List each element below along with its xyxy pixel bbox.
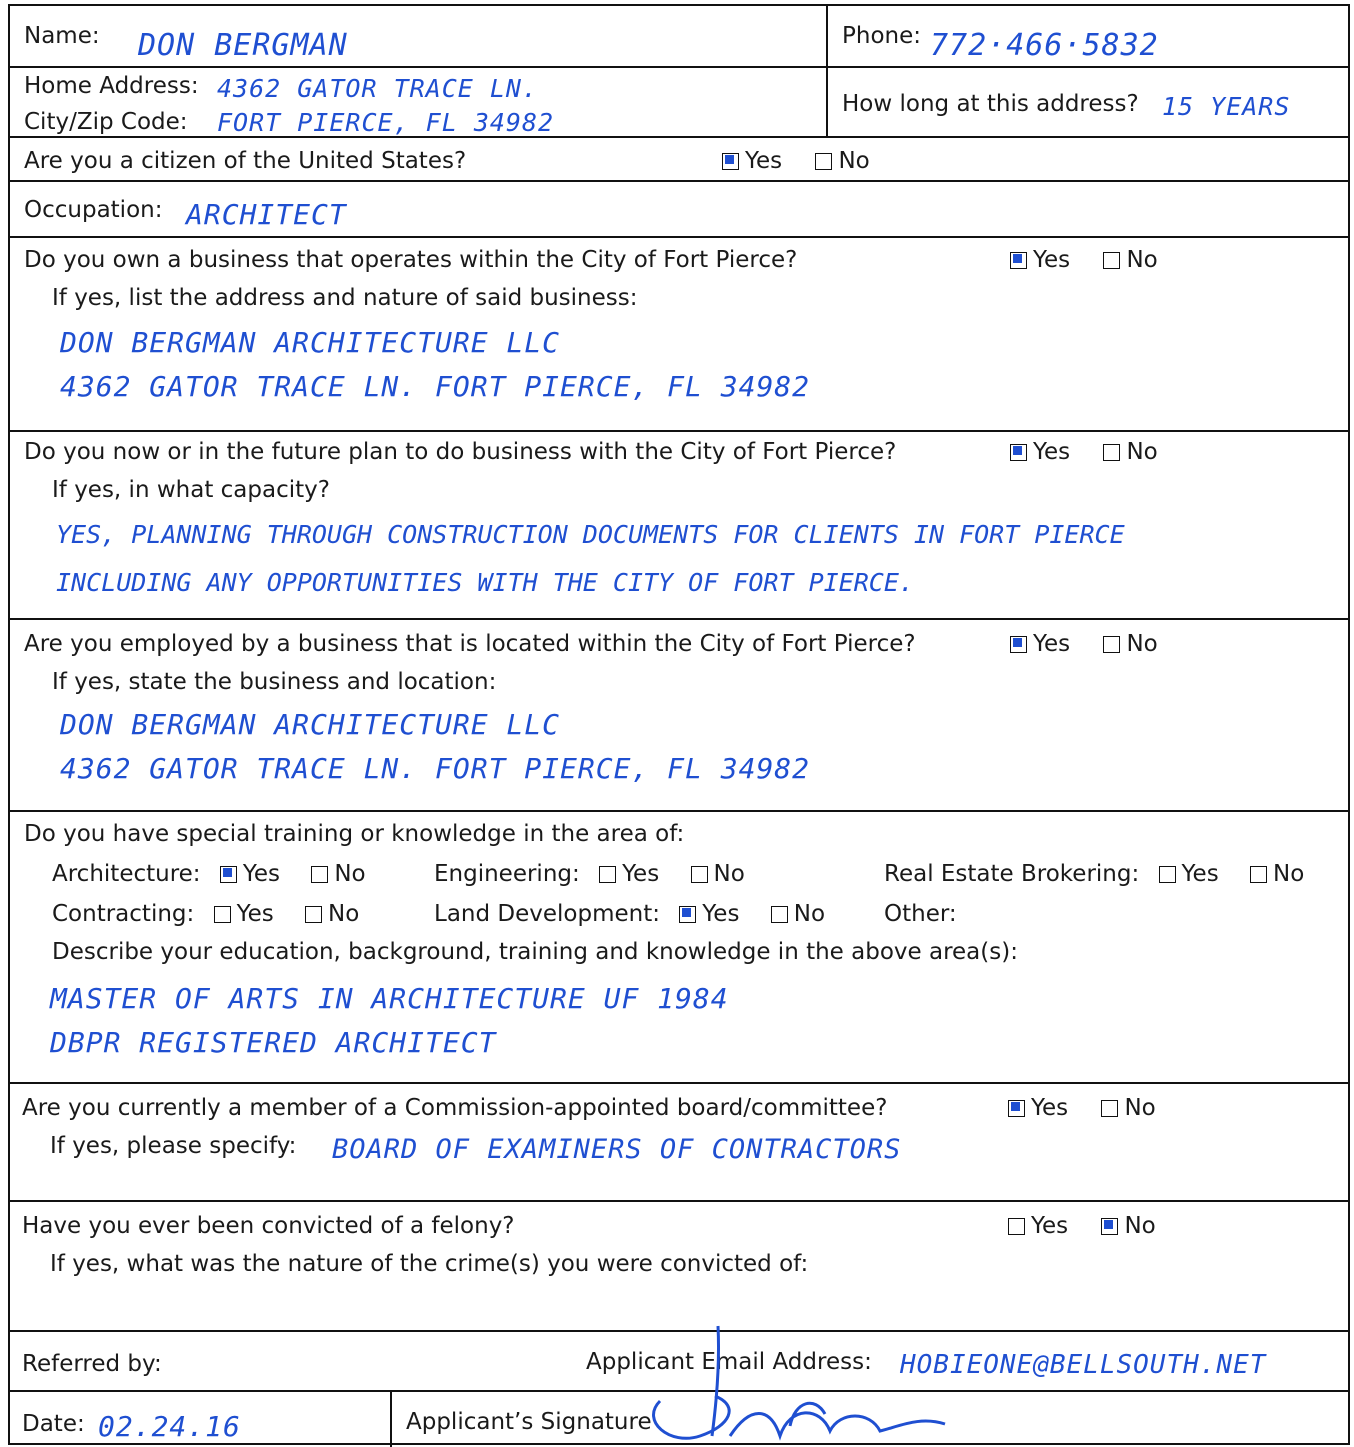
own-business-question: Do you own a business that operates within the City of Fort Pierce? xyxy=(24,247,798,273)
citizen-no-checkbox[interactable] xyxy=(815,153,832,170)
date-value[interactable]: 02.24.16 xyxy=(98,1410,241,1443)
divider xyxy=(390,1392,392,1447)
future-business-yes-no: Yes No xyxy=(1010,438,1158,466)
felony-no-checkbox[interactable] xyxy=(1101,1218,1118,1235)
employed-line1[interactable]: DON BERGMAN ARCHITECTURE LLC xyxy=(60,708,561,741)
row-occupation xyxy=(10,182,1348,238)
date-label: Date: xyxy=(22,1411,85,1437)
future-business-line2[interactable]: INCLUDING ANY OPPORTUNITIES WITH THE CITY OF FORT PIERCE. xyxy=(56,568,914,597)
contracting-field: Contracting: Yes No xyxy=(52,901,360,927)
training-line2[interactable]: DBPR REGISTERED ARCHITECT xyxy=(50,1026,497,1059)
signature-scribble xyxy=(620,1296,960,1446)
employed-yes-checkbox[interactable] xyxy=(1010,636,1027,653)
name-label: Name: xyxy=(24,23,100,49)
row-training xyxy=(10,812,1348,1084)
architecture-no-checkbox[interactable] xyxy=(311,866,328,883)
engineering-yes-checkbox[interactable] xyxy=(599,866,616,883)
row-board xyxy=(10,1084,1348,1202)
future-business-question: Do you now or in the future plan to do business with the City of Fort Pierce? xyxy=(24,439,897,465)
signature-label: Applicant’s Signature xyxy=(406,1409,652,1435)
name-value[interactable]: DON BERGMAN xyxy=(138,28,348,63)
own-business-no-checkbox[interactable] xyxy=(1103,252,1120,269)
phone-label: Phone: xyxy=(842,23,921,49)
row-employed xyxy=(10,620,1348,812)
other-label: Other: xyxy=(884,901,957,927)
own-business-line1[interactable]: DON BERGMAN ARCHITECTURE LLC xyxy=(60,326,561,359)
divider xyxy=(826,68,828,136)
referred-label: Referred by: xyxy=(22,1351,162,1377)
how-long-value[interactable]: 15 YEARS xyxy=(1162,92,1291,121)
board-yes-checkbox[interactable] xyxy=(1008,1100,1025,1117)
city-zip-label: City/Zip Code: xyxy=(24,109,188,135)
felony-question: Have you ever been convicted of a felony? xyxy=(22,1213,515,1239)
row-address xyxy=(10,68,1348,138)
architecture-yes-checkbox[interactable] xyxy=(220,866,237,883)
real-estate-yes-checkbox[interactable] xyxy=(1159,866,1176,883)
how-long-label: How long at this address? xyxy=(842,91,1139,117)
citizen-question: Are you a citizen of the United States? xyxy=(24,148,467,174)
home-address-value[interactable]: 4362 GATOR TRACE LN. xyxy=(217,74,539,103)
employed-no-checkbox[interactable] xyxy=(1103,636,1120,653)
future-business-yes-checkbox[interactable] xyxy=(1010,444,1027,461)
citizen-yes-no: Yes No xyxy=(722,147,870,175)
engineering-no-checkbox[interactable] xyxy=(691,866,708,883)
land-development-yes-checkbox[interactable] xyxy=(679,906,696,923)
architecture-field: Architecture: Yes No xyxy=(52,861,366,887)
city-zip-value[interactable]: FORT PIERCE, FL 34982 xyxy=(217,108,555,137)
phone-value[interactable]: 772·466·5832 xyxy=(930,28,1159,63)
contracting-no-checkbox[interactable] xyxy=(305,906,322,923)
citizen-yes-checkbox[interactable] xyxy=(722,153,739,170)
future-business-followup: If yes, in what capacity? xyxy=(52,477,330,503)
board-followup: If yes, please specify: xyxy=(50,1133,297,1159)
employed-question: Are you employed by a business that is located within the City of Fort Pierce? xyxy=(24,631,916,657)
row-name-phone xyxy=(10,6,1348,68)
future-business-line1[interactable]: YES, PLANNING THROUGH CONSTRUCTION DOCUMENTS FOR CLIENTS IN FORT PIERCE xyxy=(56,520,1125,549)
own-business-yes-checkbox[interactable] xyxy=(1010,252,1027,269)
board-question: Are you currently a member of a Commission-appointed board/committee? xyxy=(22,1095,888,1121)
own-business-followup: If yes, list the address and nature of said business: xyxy=(52,285,638,311)
training-line1[interactable]: MASTER OF ARTS IN ARCHITECTURE UF 1984 xyxy=(50,982,729,1015)
home-address-label: Home Address: xyxy=(24,73,199,99)
board-yes-no: Yes No xyxy=(1008,1094,1156,1122)
real-estate-field: Real Estate Brokering: Yes No xyxy=(884,861,1305,887)
board-no-checkbox[interactable] xyxy=(1101,1100,1118,1117)
email-value[interactable]: HOBIEONE@BELLSOUTH.NET xyxy=(900,1350,1267,1380)
application-form xyxy=(8,4,1350,1445)
training-question: Do you have special training or knowledge in the area of: xyxy=(24,821,685,847)
felony-followup: If yes, what was the nature of the crime(s) you were convicted of: xyxy=(50,1251,809,1277)
employed-followup: If yes, state the business and location: xyxy=(52,669,497,695)
future-business-no-checkbox[interactable] xyxy=(1103,444,1120,461)
row-own-business xyxy=(10,238,1348,432)
row-citizen xyxy=(10,138,1348,182)
real-estate-no-checkbox[interactable] xyxy=(1250,866,1267,883)
divider xyxy=(826,6,828,66)
training-describe: Describe your education, background, training and knowledge in the above area(s): xyxy=(52,939,1018,965)
land-development-field: Land Development: Yes No xyxy=(434,901,826,927)
employed-line2[interactable]: 4362 GATOR TRACE LN. FORT PIERCE, FL 34982 xyxy=(60,752,811,785)
engineering-field: Engineering: Yes No xyxy=(434,861,745,887)
occupation-label: Occupation: xyxy=(24,197,163,223)
own-business-yes-no: Yes No xyxy=(1010,246,1158,274)
board-value[interactable]: BOARD OF EXAMINERS OF CONTRACTORS xyxy=(332,1134,902,1165)
email-label: Applicant Email Address: xyxy=(586,1349,872,1375)
employed-yes-no: Yes No xyxy=(1010,630,1158,658)
own-business-line2[interactable]: 4362 GATOR TRACE LN. FORT PIERCE, FL 34982 xyxy=(60,370,811,403)
occupation-value[interactable]: ARCHITECT xyxy=(186,198,347,231)
felony-yes-checkbox[interactable] xyxy=(1008,1218,1025,1235)
felony-yes-no: Yes No xyxy=(1008,1212,1156,1240)
contracting-yes-checkbox[interactable] xyxy=(214,906,231,923)
land-development-no-checkbox[interactable] xyxy=(771,906,788,923)
row-future-business xyxy=(10,432,1348,620)
